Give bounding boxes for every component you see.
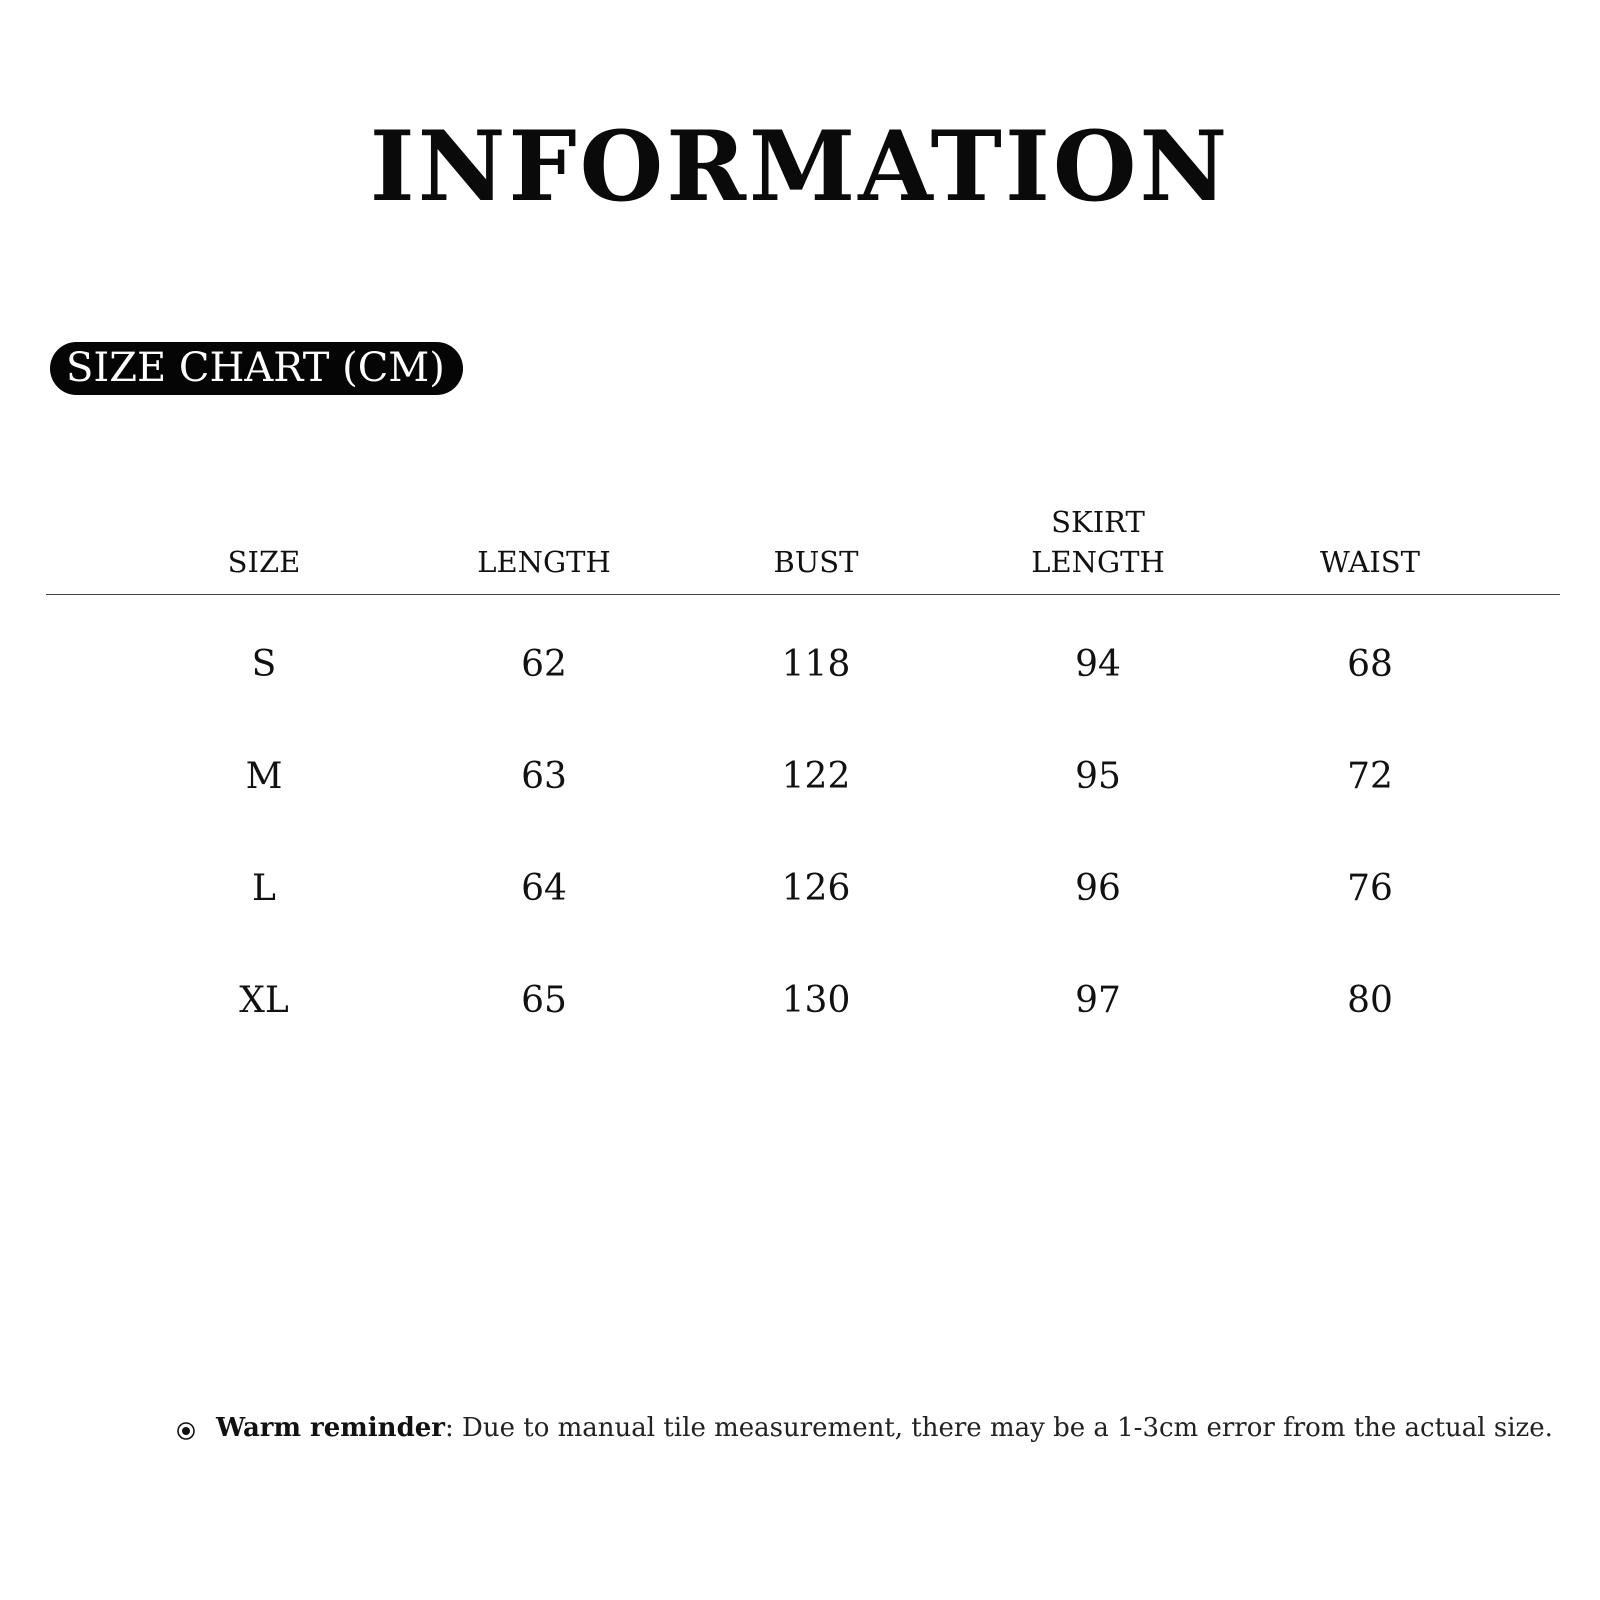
page-title: INFORMATION (369, 110, 1231, 223)
table-row (46, 966, 1560, 1036)
skirt-length-cell: 94 (1075, 644, 1121, 685)
skirt-length-cell: 96 (1075, 868, 1121, 909)
waist-cell: 76 (1347, 868, 1393, 909)
column-header-length (434, 470, 654, 590)
header-line-2: WAIST (1320, 545, 1420, 579)
radio-bullet-icon (176, 1418, 196, 1438)
skirt-length-cell: 95 (1075, 756, 1121, 797)
header-line-1: SKIRT (1051, 505, 1145, 539)
size-cell: S (251, 644, 277, 685)
length-cell: 63 (521, 756, 567, 797)
table-row (46, 630, 1560, 700)
bust-cell: 122 (781, 756, 851, 797)
bust-cell: 118 (781, 644, 851, 685)
header-line-2: BUST (773, 545, 859, 579)
size-cell: XL (239, 980, 289, 1021)
size-cell: M (245, 756, 283, 797)
warm-reminder-note (176, 1408, 1553, 1448)
bust-cell: 130 (781, 980, 851, 1021)
column-header-skirt-length (988, 470, 1208, 590)
header-divider (46, 594, 1560, 595)
header-line-2: SIZE (227, 545, 301, 579)
column-header-size (154, 470, 374, 590)
column-header-waist (1260, 470, 1480, 590)
length-cell: 65 (521, 980, 567, 1021)
column-header-bust (706, 470, 926, 590)
size-cell: L (252, 868, 276, 909)
warm-reminder-text: : Due to manual tile measurement, there may be a 1-3cm error from the actual size. (445, 1413, 1553, 1443)
table-row (46, 742, 1560, 812)
waist-cell: 68 (1347, 644, 1393, 685)
header-line-2: LENGTH (1031, 545, 1165, 579)
warm-reminder-label: Warm reminder (216, 1413, 445, 1443)
waist-cell: 80 (1347, 980, 1393, 1021)
bust-cell: 126 (781, 868, 851, 909)
size-chart-label: SIZE CHART (CM) (50, 342, 463, 395)
length-cell: 62 (521, 644, 567, 685)
header-line-2: LENGTH (477, 545, 611, 579)
size-table (46, 470, 1560, 1070)
waist-cell: 72 (1347, 756, 1393, 797)
skirt-length-cell: 97 (1075, 980, 1121, 1021)
length-cell: 64 (521, 868, 567, 909)
table-row (46, 854, 1560, 924)
